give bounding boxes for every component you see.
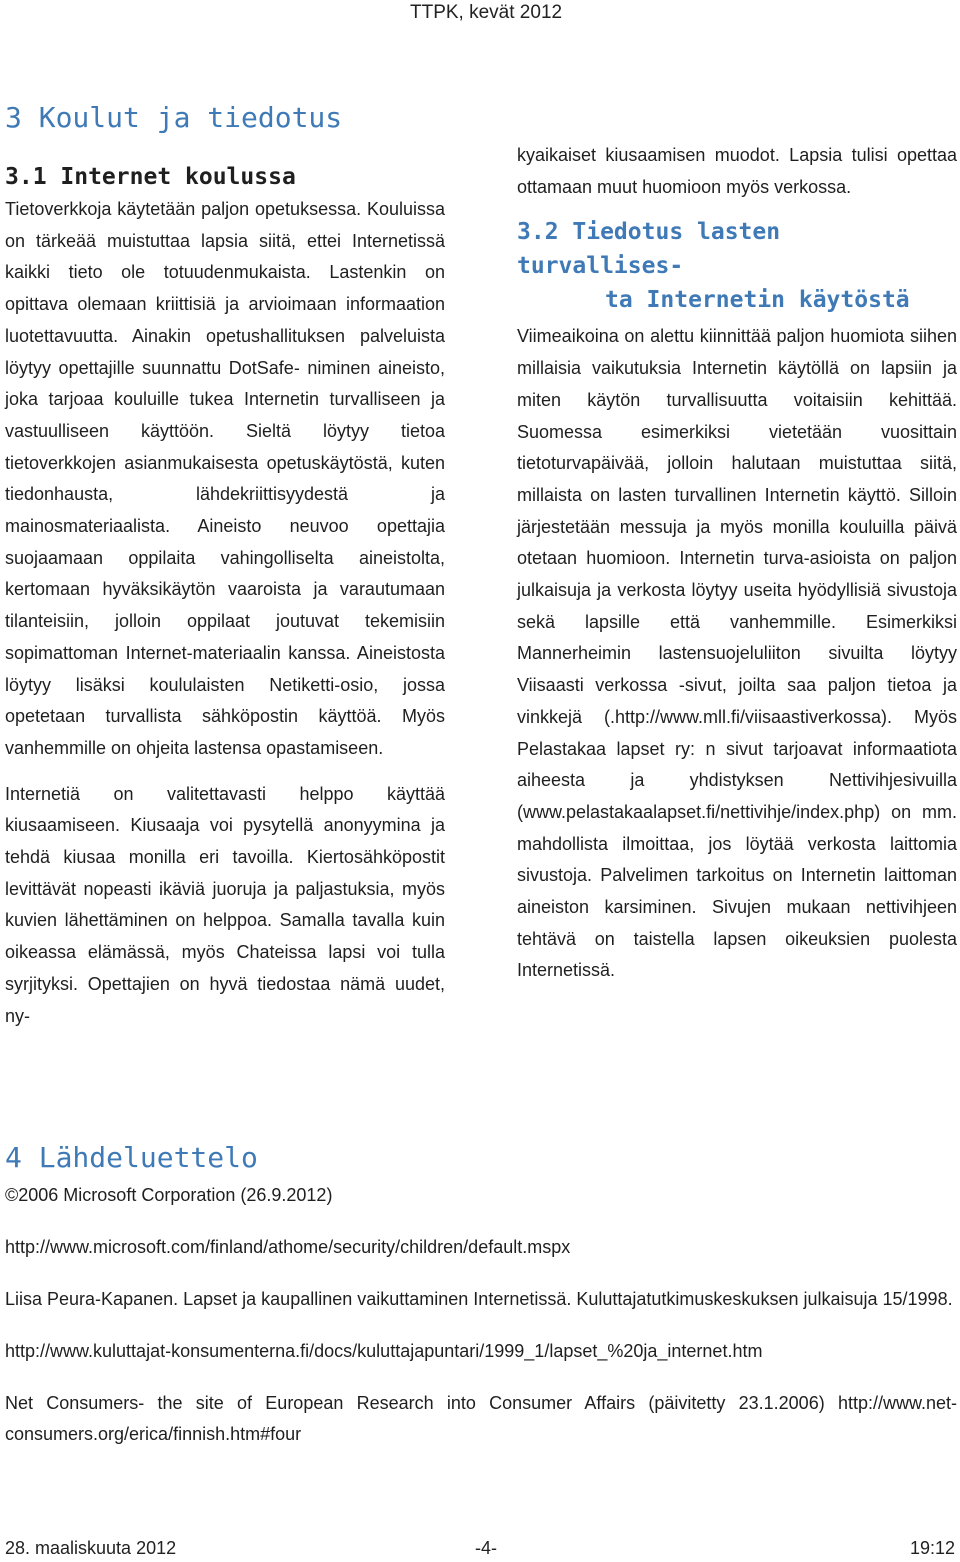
paragraph-tiedotus: Viimeaikoina on alettu kiinnittää paljon huomiota siihen millaisia vaikutuksia Internetin käytöllä on lapsiin ja miten käytön turvallisuutta voitaisiin kehittää. Suomessa esimerkiksi vietetään vuosittain tietoturvapäivää, jolloin halutaan muistuttaa siitä, millaista on lasten turvallinen Internetin käyttö. Silloin järjestetään messuja ja myös monilla kouluilla päivä otetaan huomioon. Internetin turva-asioista on paljon julkaisuja ja verkosta löytyy useita hyödyllisiä sivustoja sekä lapsille että vanhemmille. Esimerkiksi Mannerheimin lastensuojeluliiton sivuilta löytyy Viisaasti verkossa -sivut, joilta saa paljon tietoa ja vinkkejä (.http://www.mll.fi/viisaastiverkossa). Myös Pelastakaa lapset ry: n sivut tarjoavat informaatiota aiheesta ja yhdistyksen Nettivihjesivuilla (www.pelastakaalapset.fi/nettivihje/index.php) on mm. mahdollista ilmoittaa, jos löytää verkosta laittomia sivustoja. Palvelimen tarkoitus on Internetin laittoman aineiston karsiminen. Sivujen mukaan nettivihjeen tehtävä on taistella lapsen oikeuksien puolesta Internetissä. — [517, 326, 957, 981]
reference-item: Liisa Peura-Kapanen. Lapset ja kaupallinen vaikuttaminen Internetissä. Kuluttajatutkimuskeskuksen julkaisuja 15/1998. — [5, 1289, 953, 1309]
reference-item: http://www.microsoft.com/finland/athome/security/children/default.mspx — [5, 1237, 571, 1257]
section-3-heading: 3 Koulut ja tiedotus — [5, 101, 343, 134]
footer-date: 28. maaliskuuta 2012 — [5, 1538, 177, 1558]
paragraph-continuation: kyaikaiset kiusaamisen muodot. Lapsia tulisi opettaa ottamaan muut huomioon myös verkossa. — [517, 145, 957, 197]
paragraph-kiusaaminen: Internetiä on valitettavasti helppo käyttää kiusaamiseen. Kiusaaja voi pysytellä anonyymina ja tehdä kiusaa monilla eri tavoilla. Kiertosähköpostit levittävät nopeasti ikäviä juoruja ja paljastuksia, myös kuvien lähettäminen on helppoa. Samalla tavalla kuin oikeassa elämässä, myös Chateissa lapsi voi tulla syrjityksi. Opettajien on hyvä tiedostaa nämä uudet, ny- — [5, 783, 445, 1026]
reference-list — [5, 1180, 957, 1450]
footer-page-number: -4- — [475, 1538, 497, 1558]
reference-item: Net Consumers- the site of European Research into Consumer Affairs (päivitetty 23.1.2006) http://www.net-consumers.org/erica/finnish.htm#four — [5, 1393, 957, 1444]
header-title: TTPK, kevät 2012 — [410, 2, 563, 23]
paragraph-internet-koulussa: Tietoverkkoja käytetään paljon opetuksessa. Kouluissa on tärkeää muistuttaa lapsia siitä, ettei Internetissä kaikki tieto ole totuudenmukaista. Lastenkin on opittava olemaan kriittisiä ja arvioimaan informaation luotettavuutta. Ainakin opetushallituksen palveluista löytyy opettajille suunnattu DotSafe- niminen aineisto, joka tarjoaa kouluille tukea Internetin turvalliseen ja vastuulliseen käyttöön. Sieltä löytyy tietoa tietoverkkojen asianmukaisesta opetuskäytöstä, kuten tiedonhausta, lähdekriittisyydestä ja mainosmateriaalista. Aineisto neuvoo opettajia suojaamaan oppilaita vahingolliselta aineistolta, kertomaan hyväksikäytön vaaroista ja varautumaan tilanteisiin, jolloin oppilaat joutuvat tekemisiin sopimattoman Internet-materiaalin kanssa. Aineistosta löytyy lisäksi koululaisten Netiketti-osio, jossa opetetaan turvallista sähköpostin käyttöä. Myös vanhemmille on ohjeita lastensa opastamiseen. — [5, 199, 445, 758]
section-4-heading: 4 Lähdeluettelo — [5, 1141, 258, 1174]
section-3-2-heading-line2: ta Internetin käytöstä — [605, 287, 910, 314]
left-column — [5, 160, 445, 1032]
page-footer — [5, 1538, 955, 1562]
reference-item: http://www.kuluttajat-konsumenterna.fi/docs/kuluttajapuntari/1999_1/lapset_%20ja_internet.htm — [5, 1341, 763, 1361]
page-header — [0, 0, 960, 30]
footer-time: 19:12 — [909, 1538, 955, 1558]
section-3-2-heading — [517, 215, 957, 317]
reference-item: ©2006 Microsoft Corporation (26.9.2012) — [5, 1185, 333, 1205]
section-3-1-heading: 3.1 Internet koulussa — [5, 164, 296, 190]
right-column — [517, 140, 957, 987]
section-3-2-heading-line1: 3.2 Tiedotus lasten turvallises- — [517, 219, 781, 280]
